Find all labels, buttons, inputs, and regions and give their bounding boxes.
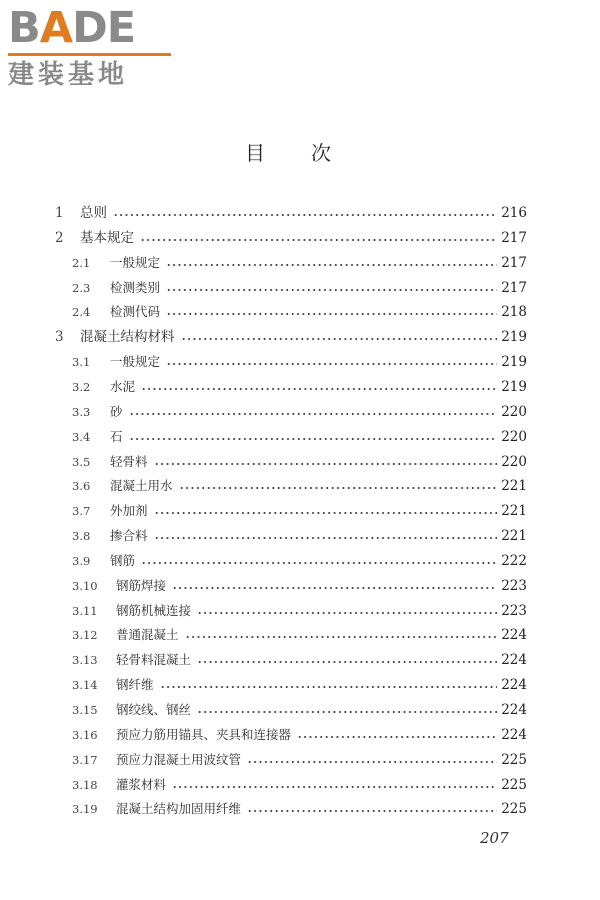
toc-entry-page: 222 (501, 552, 527, 569)
logo-letters-de: DE (72, 3, 136, 53)
toc-dot-leader (160, 686, 497, 688)
toc-dot-leader (247, 761, 497, 763)
toc-section-entry (72, 400, 527, 424)
toc-dot-leader (166, 313, 497, 315)
toc-entry-page: 225 (501, 776, 527, 793)
toc-section-entry (72, 673, 527, 697)
logo-underline (8, 53, 171, 56)
toc-entry-page: 224 (501, 652, 527, 669)
toc-entry-page: 217 (501, 279, 527, 296)
toc-dot-leader (141, 562, 497, 564)
toc-section-entry (72, 599, 527, 623)
toc-section-entry (72, 300, 527, 324)
toc-entry-page: 219 (501, 354, 527, 371)
toc-section-entry (72, 251, 527, 275)
toc-dot-leader (179, 487, 497, 489)
toc-entry-number: 3.15 (72, 703, 98, 717)
toc-entry-number: 3.17 (72, 752, 98, 767)
toc-entry-number: 3.18 (72, 777, 98, 792)
toc-entry-number: 3.11 (72, 603, 98, 618)
toc-entry-page: 218 (501, 304, 527, 321)
toc-section-entry (72, 723, 527, 747)
toc-entry-number: 2.1 (72, 255, 91, 270)
toc-entry-number: 3.12 (72, 628, 98, 643)
toc-section-entry (72, 648, 527, 672)
toc-entry-page: 221 (501, 478, 527, 495)
toc-entry-title: 普通混凝土 (116, 627, 179, 643)
toc-entry-title: 钢筋机械连接 (116, 602, 192, 618)
logo-letter-b: B (8, 3, 40, 53)
toc-entry-number: 3 (55, 329, 64, 346)
toc-entry-title: 钢绞线、钢丝 (116, 702, 192, 717)
toc-dot-leader (154, 463, 497, 465)
toc-entry-title: 轻骨料 (110, 453, 148, 469)
toc-section-entry (72, 499, 527, 523)
toc-entry-title: 轻骨料混凝土 (116, 652, 192, 668)
toc-entry-number: 3.1 (72, 355, 91, 370)
toc-dot-leader (166, 289, 497, 291)
toc-entry-page: 223 (501, 577, 527, 594)
toc-dot-leader (129, 413, 497, 415)
toc-entry-page: 224 (501, 677, 527, 694)
toc-entry-page: 224 (501, 627, 527, 644)
toc-dot-leader (181, 338, 498, 340)
toc-entry-number: 3.4 (72, 429, 91, 444)
toc-dot-leader (185, 636, 497, 638)
toc-entry-page: 220 (501, 453, 527, 470)
toc-entry-title: 砂 (110, 403, 123, 419)
toc-entry-page: 221 (501, 528, 527, 545)
toc-entry-page: 217 (501, 254, 527, 271)
toc-entry-title: 钢筋 (110, 552, 136, 568)
toc-section-entry (72, 375, 527, 399)
toc-dot-leader (129, 438, 497, 440)
toc-chapter-entry (55, 201, 527, 225)
toc-section-entry (72, 350, 527, 374)
toc-dot-leader (113, 214, 497, 216)
toc-entry-page: 224 (501, 702, 527, 718)
toc-entry-number: 3.14 (72, 678, 98, 693)
toc-entry-title: 外加剂 (110, 503, 148, 519)
toc-section-entry (72, 524, 527, 548)
toc-section-entry (72, 698, 527, 722)
toc-section-entry (72, 748, 527, 772)
toc-entry-title: 钢筋焊接 (116, 577, 167, 593)
logo-wordmark (8, 3, 178, 53)
toc-entry-title: 一般规定 (110, 354, 161, 370)
toc-entry-title: 一般规定 (110, 254, 161, 270)
toc-entry-page: 220 (501, 403, 527, 420)
toc-entry-page: 221 (501, 503, 527, 520)
toc-entry-page: 225 (501, 751, 527, 768)
toc-section-entry (72, 450, 527, 474)
toc-entry-number: 3.8 (72, 529, 91, 544)
toc-heading-char-2: 次 (311, 141, 331, 165)
toc-entry-number: 3.13 (72, 653, 98, 668)
toc-entry-page: 220 (501, 428, 527, 445)
toc-entry-page: 219 (501, 329, 527, 346)
toc-dot-leader (297, 736, 497, 738)
toc-section-entry (72, 773, 527, 797)
toc-entry-title: 预应力筋用锚具、夹具和连接器 (116, 726, 292, 742)
toc-chapter-entry (55, 226, 527, 250)
toc-dot-leader (140, 239, 497, 241)
toc-section-entry (72, 574, 527, 598)
toc-dot-leader (166, 264, 497, 266)
toc-entry-number: 3.3 (72, 404, 91, 419)
toc-section-entry (72, 797, 527, 821)
toc-section-entry (72, 549, 527, 573)
toc-dot-leader (197, 661, 497, 663)
toc-section-entry (72, 276, 527, 300)
toc-dot-leader (197, 612, 497, 614)
brand-logo (8, 3, 178, 90)
toc-entry-page: 217 (501, 229, 527, 246)
toc-entry-number: 1 (55, 205, 64, 221)
toc-entry-number: 3.10 (72, 578, 98, 593)
toc-entry-title: 钢纤维 (116, 677, 154, 693)
toc-entry-page: 216 (501, 205, 527, 221)
toc-dot-leader (247, 810, 497, 812)
toc-entry-title: 混凝土结构材料 (80, 329, 175, 346)
toc-section-entry (72, 474, 527, 498)
toc-entry-number: 3.5 (72, 454, 91, 469)
toc-entry-title: 基本规定 (80, 229, 134, 246)
toc-dot-leader (141, 388, 497, 390)
toc-entry-title: 混凝土用水 (110, 478, 173, 494)
toc-entry-title: 混凝土结构加固用纤维 (116, 801, 242, 817)
toc-dot-leader (172, 786, 497, 788)
logo-letter-a-accent: A (39, 3, 73, 53)
toc-entry-number: 3.16 (72, 727, 98, 742)
toc-entry-number: 3.9 (72, 553, 91, 568)
toc-entry-title: 掺合料 (110, 528, 148, 544)
toc-entry-page: 223 (501, 602, 527, 619)
toc-entry-number: 2.3 (72, 280, 91, 295)
toc-entry-title: 总则 (80, 205, 107, 221)
toc-entry-title: 检测类别 (110, 279, 161, 295)
toc-section-entry (72, 425, 527, 449)
toc-entry-title: 水泥 (110, 378, 136, 394)
toc-dot-leader (166, 363, 497, 365)
toc-chapter-entry (55, 325, 527, 349)
toc-entry-number: 3.2 (72, 379, 91, 394)
toc-heading-char-1: 目 (245, 141, 265, 165)
toc-dot-leader (197, 711, 497, 713)
toc-dot-leader (154, 537, 497, 539)
toc-entry-title: 石 (110, 428, 123, 444)
toc-entry-number: 2.4 (72, 305, 91, 320)
logo-subtitle: 建装基地 (8, 60, 129, 90)
toc-entry-page: 224 (501, 726, 527, 743)
toc-entry-page: 225 (501, 801, 527, 818)
toc-entry-page: 219 (501, 378, 527, 395)
toc-entry-title: 灌浆材料 (116, 776, 167, 792)
toc-dot-leader (154, 512, 497, 514)
toc-entry-number: 3.19 (72, 802, 98, 817)
toc-dot-leader (172, 587, 497, 589)
toc-entry-number: 3.7 (72, 504, 91, 519)
toc-entry-title: 预应力混凝土用波纹管 (116, 751, 242, 767)
toc-heading (245, 138, 365, 168)
toc-entry-title: 检测代码 (110, 304, 161, 320)
page-number: 207 (480, 829, 509, 847)
toc-entry-number: 3.6 (72, 479, 91, 494)
toc-section-entry (72, 623, 527, 647)
toc-entry-number: 2 (55, 229, 64, 246)
